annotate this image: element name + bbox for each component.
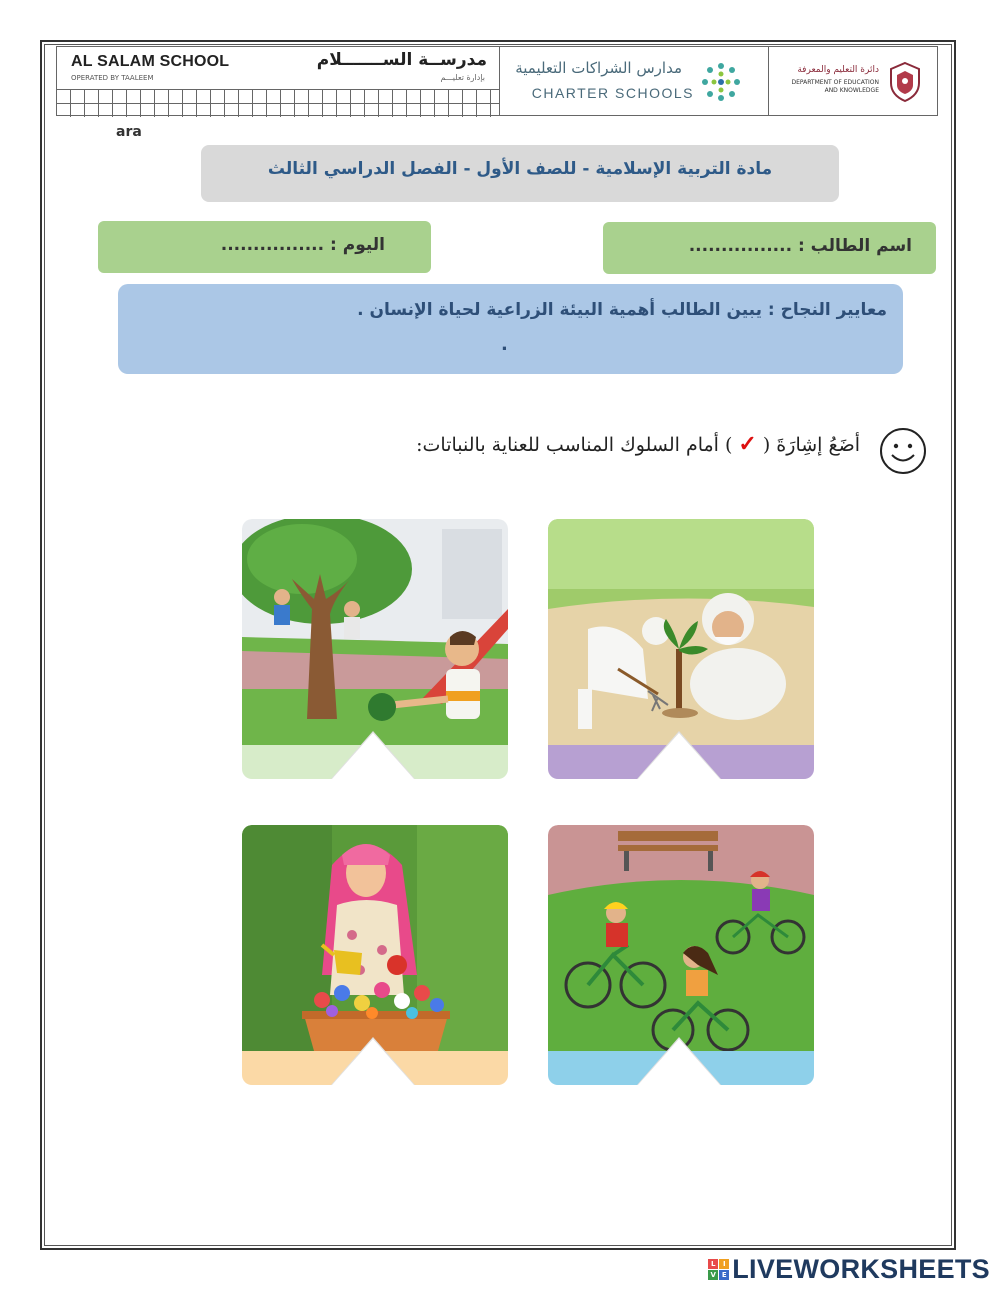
- success-criteria-box: [118, 284, 903, 374]
- department-name-ar: دائرة التعليم والمعرفة: [797, 65, 879, 75]
- school-name-en: AL SALAM SCHOOL: [71, 53, 230, 70]
- logo-blocks-icon: L I V E: [708, 1259, 729, 1280]
- instruction-text: أضَعُ إشِارَةَ (✓) أمام السلوك المناسب للعناية بالنباتات:: [416, 431, 860, 457]
- smiley-icon: [879, 427, 927, 475]
- department-block: [769, 47, 937, 115]
- header-grid-row: [57, 89, 499, 103]
- subject-banner: [201, 145, 839, 202]
- charter-name-en: CHARTER SCHOOLS: [531, 85, 694, 101]
- emirate-crest-icon: [887, 61, 923, 103]
- charter-block: [500, 47, 769, 115]
- answer-triangle[interactable]: [332, 733, 414, 779]
- school-name-ar: مدرســة الســـــــلام: [316, 50, 487, 70]
- illustration-planting-tree: [548, 519, 814, 747]
- header-grid-row: [57, 103, 499, 117]
- success-criteria-text: معايير النجاح : يبين الطالب أهمية البيئة الزراعية لحياة الإنسان .: [357, 300, 887, 320]
- day-field-label: اليوم : ................: [220, 235, 385, 255]
- illustration-riding-bikes: [548, 825, 814, 1053]
- cutoff-text: ara: [116, 128, 142, 140]
- illustration-hitting-tree: [242, 519, 508, 747]
- card-watering-flowers: [242, 825, 508, 1085]
- school-block: [57, 47, 500, 115]
- student-name-box[interactable]: [603, 222, 936, 274]
- card-riding-bikes: [548, 825, 814, 1085]
- card-planting-tree: [548, 519, 814, 779]
- student-name-label: اسم الطالب : ................: [688, 236, 912, 256]
- card-hitting-tree: [242, 519, 508, 779]
- success-criteria-dot: .: [501, 334, 508, 355]
- illustration-watering-flowers: [242, 825, 508, 1053]
- charter-name-ar: مدارس الشراكات التعليمية: [515, 59, 682, 77]
- school-sub-ar: بإدارة تعليـــم: [440, 73, 485, 82]
- logo-brand-text: LIVEWORKSHEETS: [732, 1254, 990, 1284]
- answer-triangle[interactable]: [332, 1039, 414, 1085]
- charter-logo-icon: [700, 61, 742, 103]
- answer-triangle[interactable]: [638, 1039, 720, 1085]
- day-field-box[interactable]: [98, 221, 431, 273]
- answer-triangle[interactable]: [638, 733, 720, 779]
- letterhead: [56, 46, 938, 116]
- subject-title: مادة التربية الإسلامية - للصف الأول - الفصل الدراسي الثالث: [267, 159, 773, 179]
- liveworksheets-logo[interactable]: [708, 1254, 990, 1285]
- department-name-en: DEPARTMENT OF EDUCATION AND KNOWLEDGE: [791, 79, 879, 94]
- checkmark-icon: ✓: [738, 431, 757, 457]
- operated-by: OPERATED BY TAALEEM: [71, 74, 154, 82]
